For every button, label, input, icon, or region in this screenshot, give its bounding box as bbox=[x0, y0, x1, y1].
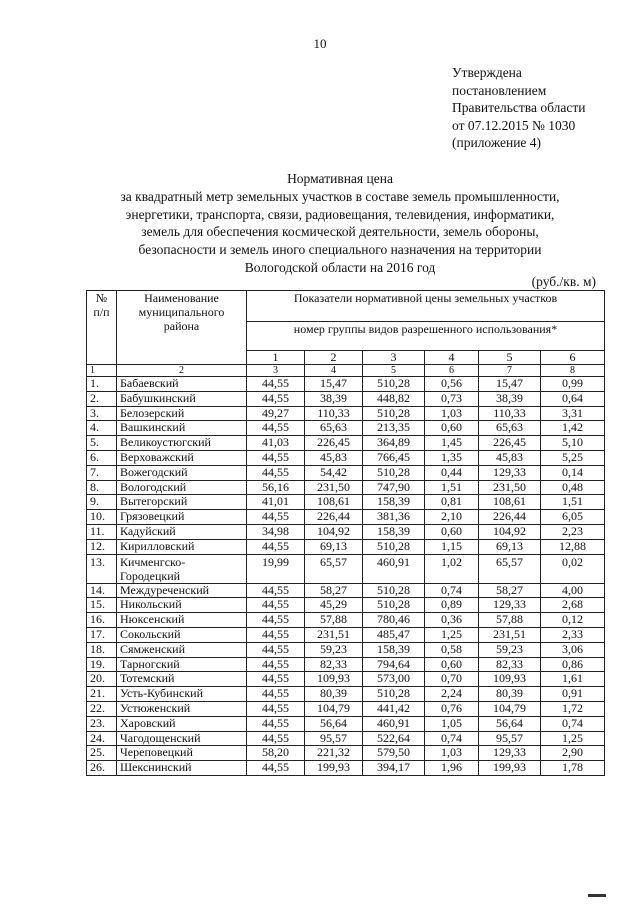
header-group-number: 5 bbox=[479, 351, 541, 365]
price-value-group-3: 364,89 bbox=[363, 436, 425, 451]
row-number: 13. bbox=[87, 554, 117, 583]
price-value-group-1: 41,01 bbox=[247, 495, 305, 510]
price-value-group-6: 0,12 bbox=[541, 613, 605, 628]
row-number: 17. bbox=[87, 627, 117, 642]
district-name: Сямженский bbox=[117, 642, 247, 657]
price-value-group-1: 44,55 bbox=[247, 539, 305, 554]
row-number: 4. bbox=[87, 421, 117, 436]
price-value-group-5: 108,61 bbox=[479, 495, 541, 510]
price-value-group-4: 1,96 bbox=[425, 761, 479, 776]
district-name: Шекснинский bbox=[117, 761, 247, 776]
price-value-group-4: 0,36 bbox=[425, 613, 479, 628]
price-value-group-1: 19,99 bbox=[247, 554, 305, 583]
price-value-group-5: 104,79 bbox=[479, 701, 541, 716]
price-value-group-2: 65,57 bbox=[305, 554, 363, 583]
header-group-number: 2 bbox=[305, 351, 363, 365]
price-value-group-6: 6,05 bbox=[541, 510, 605, 525]
price-value-group-6: 1,51 bbox=[541, 495, 605, 510]
price-value-group-2: 69,13 bbox=[305, 539, 363, 554]
price-value-group-4: 0,73 bbox=[425, 391, 479, 406]
price-value-group-1: 44,55 bbox=[247, 583, 305, 598]
price-value-group-2: 57,88 bbox=[305, 613, 363, 628]
unit-note: (руб./кв. м) bbox=[531, 274, 596, 289]
district-name: Харовский bbox=[117, 716, 247, 731]
price-value-group-4: 2,24 bbox=[425, 687, 479, 702]
district-name: Белозерский bbox=[117, 406, 247, 421]
row-number: 12. bbox=[87, 539, 117, 554]
price-value-group-1: 44,55 bbox=[247, 465, 305, 480]
column-number: 2 bbox=[117, 365, 247, 377]
column-number: 6 bbox=[425, 365, 479, 377]
table-row bbox=[87, 657, 605, 672]
price-value-group-4: 1,02 bbox=[425, 554, 479, 583]
price-value-group-4: 0,44 bbox=[425, 465, 479, 480]
price-value-group-6: 1,78 bbox=[541, 761, 605, 776]
district-name: Бабаевский bbox=[117, 377, 247, 392]
table-row bbox=[87, 450, 605, 465]
price-value-group-1: 44,55 bbox=[247, 450, 305, 465]
price-value-group-6: 5,25 bbox=[541, 450, 605, 465]
price-value-group-2: 231,50 bbox=[305, 480, 363, 495]
district-name: Вытегорский bbox=[117, 495, 247, 510]
price-value-group-6: 0,14 bbox=[541, 465, 605, 480]
price-value-group-2: 15,47 bbox=[305, 377, 363, 392]
price-value-group-4: 2,10 bbox=[425, 510, 479, 525]
price-value-group-3: 158,39 bbox=[363, 524, 425, 539]
price-value-group-5: 226,45 bbox=[479, 436, 541, 451]
price-value-group-5: 231,51 bbox=[479, 627, 541, 642]
row-number: 18. bbox=[87, 642, 117, 657]
row-number: 26. bbox=[87, 761, 117, 776]
price-value-group-6: 1,61 bbox=[541, 672, 605, 687]
header-number: № п/п bbox=[87, 291, 117, 365]
price-value-group-1: 44,55 bbox=[247, 642, 305, 657]
table-row bbox=[87, 642, 605, 657]
price-value-group-4: 1,45 bbox=[425, 436, 479, 451]
price-value-group-4: 0,56 bbox=[425, 377, 479, 392]
price-value-group-3: 510,28 bbox=[363, 583, 425, 598]
price-value-group-2: 221,32 bbox=[305, 746, 363, 761]
price-value-group-5: 69,13 bbox=[479, 539, 541, 554]
price-value-group-5: 129,33 bbox=[479, 746, 541, 761]
price-value-group-3: 158,39 bbox=[363, 495, 425, 510]
header-indicators: Показатели нормативной цены земельных участков bbox=[247, 291, 605, 322]
price-value-group-4: 0,76 bbox=[425, 701, 479, 716]
table-row bbox=[87, 731, 605, 746]
row-number: 23. bbox=[87, 716, 117, 731]
table-row bbox=[87, 465, 605, 480]
price-value-group-6: 0,74 bbox=[541, 716, 605, 731]
table-row bbox=[87, 510, 605, 525]
price-value-group-6: 3,06 bbox=[541, 642, 605, 657]
district-name: Кадуйский bbox=[117, 524, 247, 539]
approval-block bbox=[452, 64, 632, 152]
price-value-group-2: 231,51 bbox=[305, 627, 363, 642]
price-value-group-5: 199,93 bbox=[479, 761, 541, 776]
table-row bbox=[87, 554, 605, 583]
price-value-group-3: 780,46 bbox=[363, 613, 425, 628]
price-value-group-1: 58,20 bbox=[247, 746, 305, 761]
price-value-group-6: 0,91 bbox=[541, 687, 605, 702]
price-value-group-5: 38,39 bbox=[479, 391, 541, 406]
price-value-group-3: 579,50 bbox=[363, 746, 425, 761]
district-name: Верховажский bbox=[117, 450, 247, 465]
row-number: 25. bbox=[87, 746, 117, 761]
price-value-group-2: 199,93 bbox=[305, 761, 363, 776]
price-value-group-1: 44,55 bbox=[247, 377, 305, 392]
header-group-label: номер группы видов разрешенного использования* bbox=[247, 322, 605, 351]
price-value-group-5: 65,63 bbox=[479, 421, 541, 436]
title-line: земель для обеспечения космической деятельности, земель обороны, bbox=[141, 224, 539, 240]
price-value-group-4: 1,03 bbox=[425, 406, 479, 421]
header-group-number: 1 bbox=[247, 351, 305, 365]
price-value-group-5: 82,33 bbox=[479, 657, 541, 672]
column-number: 7 bbox=[479, 365, 541, 377]
table-row bbox=[87, 716, 605, 731]
price-value-group-1: 44,55 bbox=[247, 510, 305, 525]
price-value-group-3: 510,28 bbox=[363, 465, 425, 480]
price-value-group-3: 213,35 bbox=[363, 421, 425, 436]
price-value-group-2: 104,79 bbox=[305, 701, 363, 716]
price-value-group-1: 56,16 bbox=[247, 480, 305, 495]
price-value-group-4: 0,74 bbox=[425, 583, 479, 598]
district-name: Бабушкинский bbox=[117, 391, 247, 406]
table-row bbox=[87, 598, 605, 613]
price-value-group-2: 38,39 bbox=[305, 391, 363, 406]
price-value-group-2: 58,27 bbox=[305, 583, 363, 598]
column-number: 5 bbox=[363, 365, 425, 377]
price-value-group-6: 0,99 bbox=[541, 377, 605, 392]
price-value-group-4: 1,05 bbox=[425, 716, 479, 731]
district-name: Кирилловский bbox=[117, 539, 247, 554]
price-value-group-5: 15,47 bbox=[479, 377, 541, 392]
title-line: за квадратный метр земельных участков в составе земель промышленности, bbox=[120, 188, 560, 204]
price-value-group-4: 1,25 bbox=[425, 627, 479, 642]
column-number: 4 bbox=[305, 365, 363, 377]
row-number: 9. bbox=[87, 495, 117, 510]
row-number: 5. bbox=[87, 436, 117, 451]
document-title bbox=[70, 170, 610, 277]
header-group-number: 3 bbox=[363, 351, 425, 365]
price-value-group-4: 0,70 bbox=[425, 672, 479, 687]
price-value-group-1: 41,03 bbox=[247, 436, 305, 451]
price-value-group-1: 44,55 bbox=[247, 731, 305, 746]
price-value-group-3: 381,36 bbox=[363, 510, 425, 525]
price-value-group-5: 231,50 bbox=[479, 480, 541, 495]
price-value-group-2: 104,92 bbox=[305, 524, 363, 539]
title-line: Нормативная цена bbox=[287, 171, 393, 186]
price-value-group-6: 0,64 bbox=[541, 391, 605, 406]
price-value-group-6: 5,10 bbox=[541, 436, 605, 451]
price-value-group-2: 65,63 bbox=[305, 421, 363, 436]
row-number: 20. bbox=[87, 672, 117, 687]
district-name: Усть-Кубинский bbox=[117, 687, 247, 702]
price-value-group-4: 0,81 bbox=[425, 495, 479, 510]
district-name: Чагодощенский bbox=[117, 731, 247, 746]
table-row bbox=[87, 583, 605, 598]
table-row bbox=[87, 495, 605, 510]
price-value-group-4: 1,15 bbox=[425, 539, 479, 554]
price-value-group-3: 448,82 bbox=[363, 391, 425, 406]
price-value-group-5: 129,33 bbox=[479, 598, 541, 613]
price-value-group-1: 44,55 bbox=[247, 627, 305, 642]
price-value-group-5: 109,93 bbox=[479, 672, 541, 687]
district-name: Грязовецкий bbox=[117, 510, 247, 525]
price-value-group-5: 129,33 bbox=[479, 465, 541, 480]
district-name: Череповецкий bbox=[117, 746, 247, 761]
price-value-group-6: 3,31 bbox=[541, 406, 605, 421]
price-value-group-1: 44,55 bbox=[247, 672, 305, 687]
price-value-group-2: 108,61 bbox=[305, 495, 363, 510]
column-number: 8 bbox=[541, 365, 605, 377]
header-group-number: 4 bbox=[425, 351, 479, 365]
price-value-group-1: 44,55 bbox=[247, 421, 305, 436]
approval-line: Утверждена bbox=[452, 65, 522, 80]
price-value-group-2: 109,93 bbox=[305, 672, 363, 687]
row-number: 16. bbox=[87, 613, 117, 628]
title-line: энергетики, транспорта, связи, радиовещания, телевидения, информатики, bbox=[125, 206, 555, 222]
price-value-group-4: 0,60 bbox=[425, 657, 479, 672]
price-value-group-2: 59,23 bbox=[305, 642, 363, 657]
row-number: 15. bbox=[87, 598, 117, 613]
row-number: 14. bbox=[87, 583, 117, 598]
price-value-group-6: 1,72 bbox=[541, 701, 605, 716]
price-value-group-1: 44,55 bbox=[247, 716, 305, 731]
price-value-group-2: 80,39 bbox=[305, 687, 363, 702]
table-row bbox=[87, 421, 605, 436]
price-value-group-6: 2,33 bbox=[541, 627, 605, 642]
price-value-group-5: 110,33 bbox=[479, 406, 541, 421]
price-value-group-1: 44,55 bbox=[247, 598, 305, 613]
table-row bbox=[87, 539, 605, 554]
row-number: 6. bbox=[87, 450, 117, 465]
price-value-group-2: 226,44 bbox=[305, 510, 363, 525]
price-value-group-1: 49,27 bbox=[247, 406, 305, 421]
price-value-group-5: 59,23 bbox=[479, 642, 541, 657]
district-name: Сокольский bbox=[117, 627, 247, 642]
price-value-group-2: 82,33 bbox=[305, 657, 363, 672]
price-value-group-4: 0,74 bbox=[425, 731, 479, 746]
district-name: Вологодский bbox=[117, 480, 247, 495]
price-value-group-2: 56,64 bbox=[305, 716, 363, 731]
table-row bbox=[87, 672, 605, 687]
row-number: 3. bbox=[87, 406, 117, 421]
table-row bbox=[87, 613, 605, 628]
table-row bbox=[87, 687, 605, 702]
price-value-group-1: 44,55 bbox=[247, 613, 305, 628]
row-number: 2. bbox=[87, 391, 117, 406]
price-value-group-5: 95,57 bbox=[479, 731, 541, 746]
table-row bbox=[87, 377, 605, 392]
row-number: 19. bbox=[87, 657, 117, 672]
district-name: Вашкинский bbox=[117, 421, 247, 436]
table-row bbox=[87, 746, 605, 761]
price-value-group-3: 485,47 bbox=[363, 627, 425, 642]
price-value-group-6: 12,88 bbox=[541, 539, 605, 554]
price-value-group-3: 394,17 bbox=[363, 761, 425, 776]
price-value-group-1: 44,55 bbox=[247, 657, 305, 672]
price-value-group-6: 0,86 bbox=[541, 657, 605, 672]
page-number: 10 bbox=[313, 36, 327, 51]
price-value-group-5: 226,44 bbox=[479, 510, 541, 525]
row-number: 8. bbox=[87, 480, 117, 495]
row-number: 1. bbox=[87, 377, 117, 392]
district-name: Великоустюгский bbox=[117, 436, 247, 451]
table-row bbox=[87, 480, 605, 495]
price-value-group-1: 44,55 bbox=[247, 687, 305, 702]
price-value-group-5: 57,88 bbox=[479, 613, 541, 628]
price-value-group-4: 0,60 bbox=[425, 421, 479, 436]
district-name: Нюксенский bbox=[117, 613, 247, 628]
price-value-group-5: 80,39 bbox=[479, 687, 541, 702]
price-value-group-4: 0,60 bbox=[425, 524, 479, 539]
table-row bbox=[87, 391, 605, 406]
price-value-group-4: 1,51 bbox=[425, 480, 479, 495]
table-row bbox=[87, 524, 605, 539]
approval-line: Правительства области bbox=[452, 100, 586, 115]
price-value-group-5: 58,27 bbox=[479, 583, 541, 598]
approval-line: от 07.12.2015 № 1030 bbox=[452, 117, 576, 133]
table-row bbox=[87, 436, 605, 451]
district-name: Междуреченский bbox=[117, 583, 247, 598]
column-number: 3 bbox=[247, 365, 305, 377]
price-value-group-5: 56,64 bbox=[479, 716, 541, 731]
approval-line: постановлением bbox=[452, 82, 547, 98]
price-value-group-6: 0,48 bbox=[541, 480, 605, 495]
price-value-group-3: 573,00 bbox=[363, 672, 425, 687]
district-name: Устюженский bbox=[117, 701, 247, 716]
price-value-group-6: 2,90 bbox=[541, 746, 605, 761]
district-name: Кичменгско-Городецкий bbox=[117, 554, 247, 583]
price-value-group-3: 510,28 bbox=[363, 406, 425, 421]
price-value-group-4: 1,03 bbox=[425, 746, 479, 761]
approval-line: (приложение 4) bbox=[452, 135, 542, 150]
price-value-group-5: 65,57 bbox=[479, 554, 541, 583]
price-value-group-6: 1,25 bbox=[541, 731, 605, 746]
table-row bbox=[87, 406, 605, 421]
district-name: Никольский bbox=[117, 598, 247, 613]
row-number: 22. bbox=[87, 701, 117, 716]
district-name: Тарногский bbox=[117, 657, 247, 672]
price-value-group-2: 54,42 bbox=[305, 465, 363, 480]
title-line: Вологодской области на 2016 год bbox=[244, 259, 436, 275]
price-value-group-4: 0,58 bbox=[425, 642, 479, 657]
price-value-group-2: 45,83 bbox=[305, 450, 363, 465]
price-value-group-3: 522,64 bbox=[363, 731, 425, 746]
row-number: 21. bbox=[87, 687, 117, 702]
title-line: безопасности и земель иного специального назначения на территории bbox=[138, 242, 542, 258]
price-value-group-6: 2,23 bbox=[541, 524, 605, 539]
price-value-group-6: 1,42 bbox=[541, 421, 605, 436]
price-value-group-3: 441,42 bbox=[363, 701, 425, 716]
price-value-group-6: 2,68 bbox=[541, 598, 605, 613]
price-value-group-2: 226,45 bbox=[305, 436, 363, 451]
price-value-group-3: 794,64 bbox=[363, 657, 425, 672]
footer-mark bbox=[588, 894, 606, 897]
header-district-name: Наименование муниципального района bbox=[117, 291, 247, 365]
table-row bbox=[87, 627, 605, 642]
column-number: 1 bbox=[87, 365, 117, 377]
price-value-group-2: 110,33 bbox=[305, 406, 363, 421]
price-value-group-1: 44,55 bbox=[247, 701, 305, 716]
table-row bbox=[87, 761, 605, 776]
row-number: 10. bbox=[87, 510, 117, 525]
row-number: 11. bbox=[87, 524, 117, 539]
price-value-group-4: 1,35 bbox=[425, 450, 479, 465]
price-value-group-3: 510,28 bbox=[363, 377, 425, 392]
table-row bbox=[87, 701, 605, 716]
price-value-group-3: 510,28 bbox=[363, 687, 425, 702]
price-value-group-3: 460,91 bbox=[363, 554, 425, 583]
price-value-group-5: 104,92 bbox=[479, 524, 541, 539]
row-number: 7. bbox=[87, 465, 117, 480]
price-value-group-5: 45,83 bbox=[479, 450, 541, 465]
price-value-group-6: 0,02 bbox=[541, 554, 605, 583]
price-value-group-3: 747,90 bbox=[363, 480, 425, 495]
price-value-group-4: 0,89 bbox=[425, 598, 479, 613]
price-value-group-2: 45,29 bbox=[305, 598, 363, 613]
header-group-number: 6 bbox=[541, 351, 605, 365]
district-name: Тотемский bbox=[117, 672, 247, 687]
price-value-group-1: 44,55 bbox=[247, 761, 305, 776]
price-value-group-3: 510,28 bbox=[363, 598, 425, 613]
price-value-group-3: 158,39 bbox=[363, 642, 425, 657]
district-name: Вожегодский bbox=[117, 465, 247, 480]
price-value-group-3: 510,28 bbox=[363, 539, 425, 554]
price-value-group-3: 460,91 bbox=[363, 716, 425, 731]
price-value-group-2: 95,57 bbox=[305, 731, 363, 746]
price-value-group-1: 34,98 bbox=[247, 524, 305, 539]
price-table bbox=[86, 290, 605, 776]
price-value-group-3: 766,45 bbox=[363, 450, 425, 465]
row-number: 24. bbox=[87, 731, 117, 746]
price-value-group-6: 4,00 bbox=[541, 583, 605, 598]
price-value-group-1: 44,55 bbox=[247, 391, 305, 406]
